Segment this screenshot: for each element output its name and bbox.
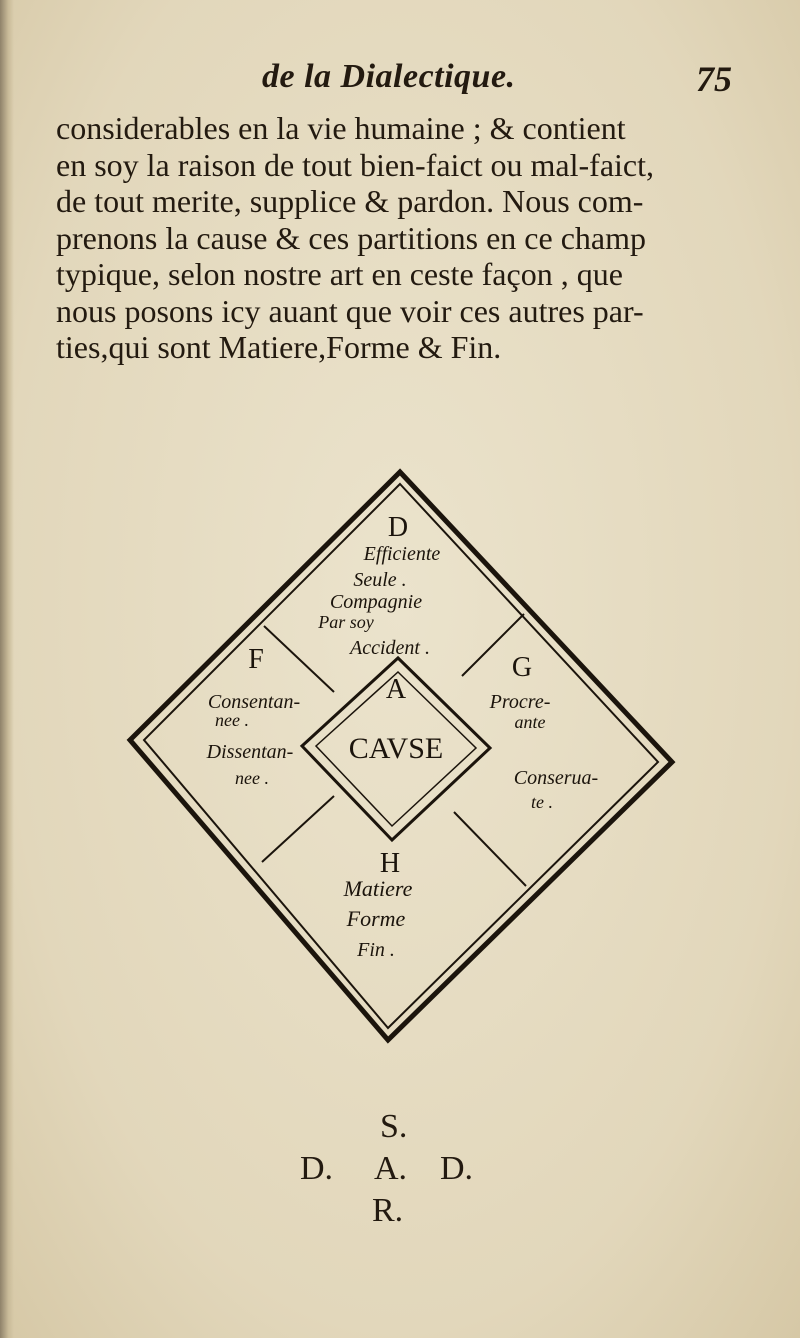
divider-bottom-left — [262, 796, 334, 862]
top-line: Accident . — [350, 637, 430, 659]
body-paragraph — [56, 110, 786, 366]
text-line: ties,qui sont Matiere,Forme & Fin. — [56, 329, 502, 365]
left-line: nee . — [235, 768, 269, 788]
signature-right: D. — [440, 1150, 474, 1187]
left-line: Dissentan- — [206, 741, 294, 763]
right-line: Procre- — [489, 691, 551, 713]
bottom-letter: H — [379, 848, 401, 879]
left-line: Consentan- — [207, 691, 301, 713]
text-line: typique, selon nostre art en ceste façon , que — [56, 256, 623, 292]
right-line: Conserua- — [513, 767, 599, 789]
text-line: en soy la raison de tout bien-faict ou mal-faict, — [56, 146, 655, 183]
bottom-line: Matiere — [343, 876, 413, 901]
right-letter: G — [511, 652, 533, 683]
cause-diagram — [120, 462, 680, 1052]
signature-mark — [300, 1108, 500, 1228]
running-title: de la Dialectique. — [262, 58, 516, 95]
bottom-line: Fin . — [357, 939, 395, 961]
left-letter: F — [248, 644, 264, 675]
page-header — [0, 52, 800, 102]
page-number: 75 — [696, 59, 732, 99]
text-line: de tout merite, supplice & pardon. Nous com- — [56, 183, 644, 219]
divider-top-left — [264, 626, 334, 692]
text-line: nous posons icy auant que voir ces autres par- — [56, 292, 644, 329]
left-line: nee . — [215, 710, 249, 730]
top-line: Par soy — [318, 612, 374, 632]
top-letter: D — [387, 512, 409, 543]
text-line: prenons la cause & ces partitions en ce champ — [56, 219, 646, 256]
center-label: CAVSE — [348, 732, 444, 765]
center-letter: A — [385, 674, 407, 705]
signature-top: S. — [380, 1108, 408, 1145]
page-gutter-shadow — [0, 0, 14, 1338]
signature-left: D. — [300, 1150, 334, 1187]
right-line: ante — [514, 712, 546, 732]
signature-middle: A. — [374, 1150, 408, 1187]
text-line: considerables en la vie humaine ; & contient — [56, 110, 626, 146]
right-line: te . — [531, 792, 553, 812]
top-line: Compagnie — [329, 591, 423, 613]
cause-diagram-svg — [120, 462, 680, 1052]
signature-bottom: R. — [372, 1192, 404, 1229]
divider-bottom-right — [454, 812, 526, 886]
top-line: Seule . — [353, 569, 407, 591]
bottom-line: Forme — [346, 906, 406, 931]
top-line: Efficiente — [363, 543, 441, 565]
